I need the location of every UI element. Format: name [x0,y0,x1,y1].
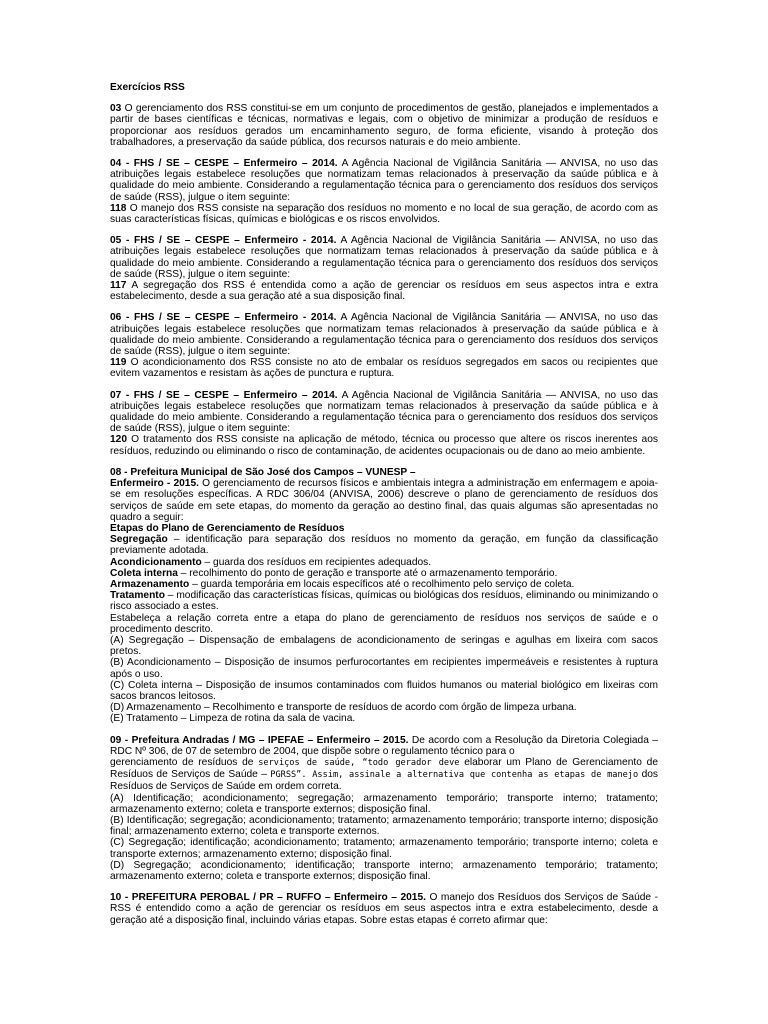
question-header: 06 - FHS / SE – CESPE – Enfermeiro - 2014. [110,312,337,324]
question-header: 05 - FHS / SE – CESPE – Enfermeiro - 2014. [110,235,337,247]
question-06 [110,312,658,379]
stage-row [110,579,658,590]
document-page [110,82,658,936]
answer-option: (E) Tratamento – Limpeza de rotina da sala de vacina. [110,713,356,725]
stage-definition: – guarda dos resíduos em recipientes adequados. [204,556,432,568]
stage-row [110,568,658,579]
question-number: 03 [110,103,122,115]
item-number: 117 [110,280,127,292]
item-number: 120 [110,434,127,446]
stage-definition: – identificação para separação dos resíduos no momento da geração, em função da classificação previamente adotada. [110,534,658,557]
table-title: Etapas do Plano de Gerenciamento de Resíduos [110,522,345,534]
document-title: Exercícios RSS [110,82,185,93]
stage-term: Acondicionamento [110,556,202,568]
question-header: 04 - FHS / SE – CESPE – Enfermeiro – 2014. [110,158,338,170]
item-number: 119 [110,357,127,369]
question-header-continued: Enfermeiro - 2015. [110,478,199,490]
answer-option: (B) Acondicionamento – Disposição de insumos perfurocortantes em recipientes impermeáveis e resistentes à ruptura após o uso. [110,657,658,680]
item-text: O acondicionamento dos RSS consiste no ato de embalar os resíduos segregados em sacos ou recipientes que evitem vazamentos e resistam às ações de punctura e ruptura. [110,357,658,380]
answer-option: (C) Coleta interna – Disposição de insumos contaminados com fluidos humanos ou material biológico em lixeiras com sacos brancos leitosos. [110,679,658,702]
question-05 [110,235,658,302]
stage-term: Coleta interna [110,567,178,579]
stage-definition: – modificação das características físicas, químicas ou biológicas dos resíduos, eliminando ou minimizando o risco associado a estes. [110,590,658,613]
answer-option: (D) Armazenamento – Recolhimento e transporte de resíduos de acordo com órgão de limpeza urbana. [110,702,577,714]
answer-option: (A) Identificação; acondicionamento; segregação; armazenamento temporário; transporte interno; tratamento; armazenamento externo; coleta e transporte externos; disposição final. [110,792,658,815]
stage-term: Segregação [110,534,168,546]
question-header: 07 - FHS / SE – CESPE – Enfermeiro – 2014. [110,389,338,401]
question-intro-continued: elaborar um Plano de Gerenciamento de Resíduos de Serviços de Saúde – [110,756,658,781]
item-text: O tratamento dos RSS consiste na aplicação de método, técnica ou processo que altere os riscos inerentes aos resíduos, reduzindo ou eliminando o risco de contaminação, de acidentes ocupacionais ou de dano ao meio ambiente. [110,434,658,457]
question-text: O gerenciamento dos RSS constitui-se em um conjunto de procedimentos de gestão, planejados e implementados a partir de bases científicas e técnicas, normativas e legais, com o objetivo de minimizar a produção de resíduos e proporcionar aos resíduos gerados um encaminhamento seguro, de forma eficiente, visando à proteção dos trabalhadores, a preservação da saúde pública, dos recursos naturais e do meio ambiente. [110,103,658,148]
question-text: O manejo dos Resíduos dos Serviços de Saúde - RSS é entendido como a ação de gerenciar os resíduos em seus aspectos intra e extra estabelecimento, desde a geração até a disposição final, incluindo várias etapas. Sobre estas etapas é correto afirmar que: [110,892,658,926]
question-stem: A Agência Nacional de Vigilância Sanitária — ANVISA, no uso das atribuições legais estabelece resoluções que normatizam temas relacionados à preservação da saúde pública e à qualidade do meio ambiente. Considerando a regulamentação técnica para o gerenciamento dos resíduos dos serviços de saúde (RSS), julgue o item seguinte: [110,312,658,358]
stage-definition: – recolhimento do ponto de geração e transporte até o armazenamento temporário. [180,567,558,579]
question-stem: A Agência Nacional de Vigilância Sanitária — ANVISA, no uso das atribuições legais estabelece resoluções que normatizam temas relacionados à preservação da saúde pública e à qualidade do meio ambiente. Considerando a regulamentação técnica para o gerenciamento dos resíduos dos serviços de saúde (RSS), julgue o item seguinte: [110,389,658,435]
quoted-text: serviços de saúde, “todo gerador deve [258,757,460,768]
answer-option: (A) Segregação – Dispensação de embalagens de acondicionamento de seringas e agulhas em lixeira com sacos pretos. [110,634,658,658]
question-header: 09 - Prefeitura Andradas / MG – IPEFAE – Enfermeiro – 2015. [110,734,409,746]
question-intro: O gerenciamento de recursos físicos e ambientais integra a administração em enfermagem e apoia-se em resoluções específicas. A RDC 306/04 (ANVISA, 2006) descreve o plano de gerenciamento de resíduos dos serviços de saúde em sete etapas, do momento da geração ao destino final, das quais algumas são apresentadas no quadro a seguir: [110,478,658,523]
question-stem: A Agência Nacional de Vigilância Sanitária — ANVISA, no uso das atribuições legais estabelece resoluções que normatizam temas relacionados à preservação da saúde pública e à qualidade do meio ambiente. Considerando a regulamentação técnica para o gerenciamento dos resíduos dos serviços de saúde (RSS), julgue o item seguinte: [110,158,658,203]
stage-row [110,534,658,556]
item-text: O manejo dos RSS consiste na separação dos resíduos no momento e no local de sua geração, de acordo com as suas características físicas, químicas e biológicas e os riscos envolvidos. [110,202,658,226]
question-intro: De acordo com a Resolução da Diretoria Colegiada – RDC Nº 306, de 07 de setembro de 2004, que dispõe sobre o regulamento técnico para o [110,734,658,757]
question-header: 10 - PREFEITURA PEROBAL / PR – RUFFO – Enfermeiro – 2015. [110,892,426,904]
item-text: A segregação dos RSS é entendida como a ação de gerenciar os resíduos em seus aspectos intra e extra estabelecimento, desde a sua geração até a sua disposição final. [110,280,658,303]
stage-term: Tratamento [110,590,165,602]
question-04 [110,158,658,225]
question-03 [110,103,658,148]
answer-option: (C) Segregação; identificação; acondicionamento; tratamento; armazenamento temporário; transporte interno; coleta e transporte externos; armazenamento externo; disposição final. [110,837,658,860]
answer-option: (B) Identificação; segregação; acondicionamento; tratamento; armazenamento temporário; transporte interno; disposição final; armazenamento externo; coleta e transporte externos. [110,814,658,838]
question-stem: A Agência Nacional de Vigilância Sanitária — ANVISA, no uso das atribuições legais estabelece resoluções que normatizam temas relacionados à preservação da saúde pública e à qualidade do meio ambiente. Considerando a regulamentação técnica para o gerenciamento dos resíduos dos serviços de saúde (RSS), julgue o item seguinte: [110,235,658,280]
question-prompt: Estabeleça a relação correta entre a etapa do plano de gerenciamento de resíduos nos serviços de saúde e o procedimento descrito. [110,612,658,635]
quoted-text: PGRSS”. Assim, assinale a alternativa que contenha as etapas de manejo [270,770,639,781]
item-number: 118 [110,202,127,214]
question-08 [110,467,658,725]
question-09 [110,735,658,883]
stage-row [110,557,658,568]
stage-row [110,590,658,612]
question-10 [110,892,658,926]
question-header: 08 - Prefeitura Municipal de São José dos Campos – VUNESP – [110,466,416,478]
stage-definition: – guarda temporária em locais específicos até o recolhimento pelo serviço de coleta. [192,578,575,590]
stage-term: Armazenamento [110,578,190,590]
question-07 [110,390,658,457]
answer-option: (D) Segregação; acondicionamento; identificação; transporte interno; armazenamento temporário; tratamento; armazenamento externo; coleta e transporte externos; disposição final. [110,859,658,882]
question-intro-continued: dos Resíduos de Serviços de Saúde em ordem correta. [110,769,658,793]
question-intro-continued: gerenciamento de resíduos de [110,756,254,768]
